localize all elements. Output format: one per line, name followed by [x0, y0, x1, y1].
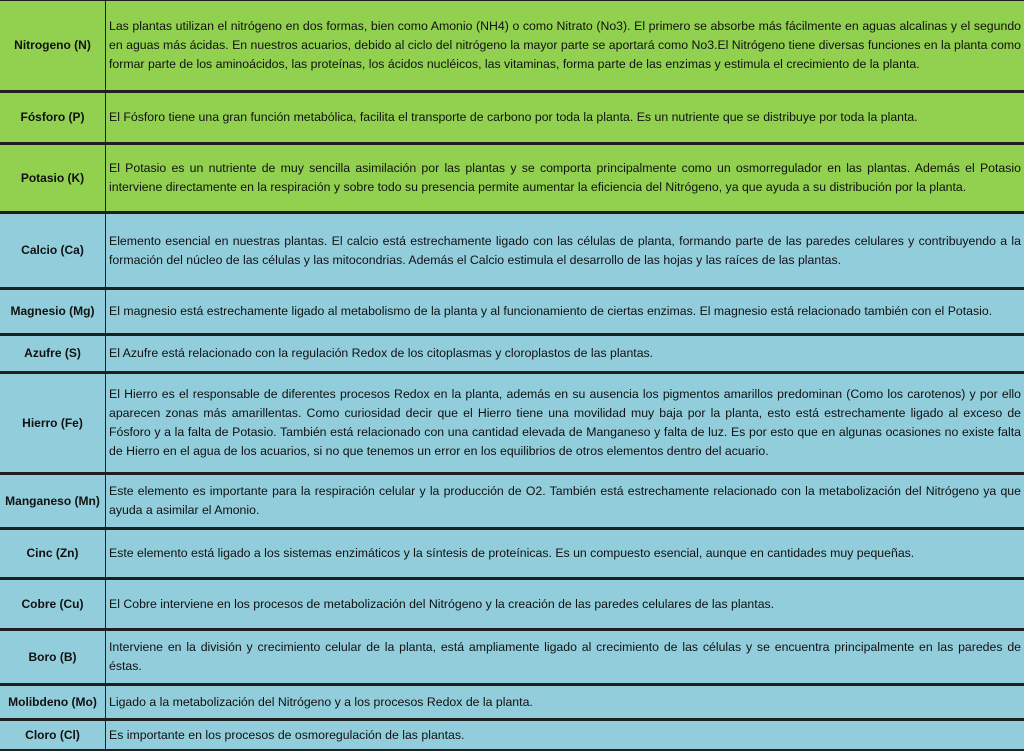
table-row-zinc [0, 529, 1024, 579]
table-row-molybdenum [0, 685, 1024, 720]
nutrient-name: Cobre (Cu) [0, 579, 106, 630]
nutrient-description: Las plantas utilizan el nitrógeno en dos formas, bien como Amonio (NH4) o como Nitrato (No3). El primero se absorbe más fácilmente en aguas alcalinas y el segundo en aguas más ácidas. En nuestros acuarios, debido al ciclo del nitrógeno la mayor parte se aportará como No3.El Nitrógeno tiene diversas funciones en la planta como formar parte de los aminoácidos, las proteínas, los ácidos nucléicos, las vitaminas, forma parte de las enzimas y estimula el crecimiento de la planta. [106, 0, 1024, 92]
table-row-magnesium [0, 289, 1024, 335]
nutrient-name: Manganeso (Mn) [0, 474, 106, 529]
table-row-nitrogen [0, 0, 1024, 92]
nutrient-name: Cinc (Zn) [0, 529, 106, 579]
nutrient-description: El magnesio está estrechamente ligado al metabolismo de la planta y al funcionamiento de ciertas enzimas. El magnesio está relacionado también con el Potasio. [106, 289, 1024, 335]
nutrient-name: Molibdeno (Mo) [0, 685, 106, 720]
table-row-iron [0, 373, 1024, 474]
table-row-sulfur [0, 335, 1024, 373]
nutrient-name: Cloro (Cl) [0, 720, 106, 751]
nutrient-name: Azufre (S) [0, 335, 106, 373]
nutrient-description: Ligado a la metabolización del Nitrógeno y a los procesos Redox de la planta. [106, 685, 1024, 720]
table-row-manganese [0, 474, 1024, 529]
nutrient-name: Potasio (K) [0, 144, 106, 213]
nutrient-description: El Azufre está relacionado con la regulación Redox de los citoplasmas y cloroplastos de las plantas. [106, 335, 1024, 373]
nutrient-name: Boro (B) [0, 630, 106, 685]
table-row-potassium [0, 144, 1024, 213]
nutrient-description: Es importante en los procesos de osmoregulación de las plantas. [106, 720, 1024, 751]
nutrient-description: El Fósforo tiene una gran función metabólica, facilita el transporte de carbono por toda la planta. Es un nutriente que se distribuye por toda la planta. [106, 92, 1024, 144]
table-row-boron [0, 630, 1024, 685]
nutrient-name: Hierro (Fe) [0, 373, 106, 474]
nutrient-description: Este elemento es importante para la respiración celular y la producción de O2. También está estrechamente relacionado con la metabolización del Nitrógeno ya que ayuda a asimilar el Amonio. [106, 474, 1024, 529]
nutrient-description: Elemento esencial en nuestras plantas. El calcio está estrechamente ligado con las células de planta, formando parte de las paredes celulares y contribuyendo a la formación del núcleo de las células y las mitocondrias. Además el Calcio estimula el desarrollo de las hojas y las raíces de las plantas. [106, 213, 1024, 289]
nutrient-name: Nitrogeno (N) [0, 0, 106, 92]
nutrient-description: Interviene en la división y crecimiento celular de la planta, está ampliamente ligado al crecimiento de las células y se encuentra principalmente en las paredes de éstas. [106, 630, 1024, 685]
nutrient-description: El Cobre interviene en los procesos de metabolización del Nitrógeno y la creación de las paredes celulares de las plantas. [106, 579, 1024, 630]
table-row-calcium [0, 213, 1024, 289]
nutrient-name: Calcio (Ca) [0, 213, 106, 289]
nutrient-description: Este elemento está ligado a los sistemas enzimáticos y la síntesis de proteínicas. Es un compuesto esencial, aunque en cantidades muy pequeñas. [106, 529, 1024, 579]
nutrient-name: Fósforo (P) [0, 92, 106, 144]
table-row-copper [0, 579, 1024, 630]
nutrient-description: El Hierro es el responsable de diferentes procesos Redox en la planta, además en su ausencia los pigmentos amarillos predominan (Como los carotenos) y por ello aparecen zonas más amarillentas. Como curiosidad decir que el Hierro tiene una movilidad muy baja por la planta, esto está estrechamente ligado al exceso de Fósforo y a la falta de Potasio. También está relacionado con una cantidad elevada de Manganeso y falta de luz. Es por esto que en algunas ocasiones no existe falta de Hierro en el agua de los acuarios, si no que tenemos un error en los equilibrios de otros elementos dentro del acuario. [106, 373, 1024, 474]
table-row-phosphorus [0, 92, 1024, 144]
nutrient-name: Magnesio (Mg) [0, 289, 106, 335]
nutrient-description: El Potasio es un nutriente de muy sencilla asimilación por las plantas y se comporta principalmente como un osmorregulador en las plantas. Además el Potasio interviene directamente en la respiración y sobre todo su presencia permite aumentar la eficiencia del Nitrógeno, ya que ayuda a su distribución por la planta. [106, 144, 1024, 213]
table-row-chlorine [0, 720, 1024, 751]
